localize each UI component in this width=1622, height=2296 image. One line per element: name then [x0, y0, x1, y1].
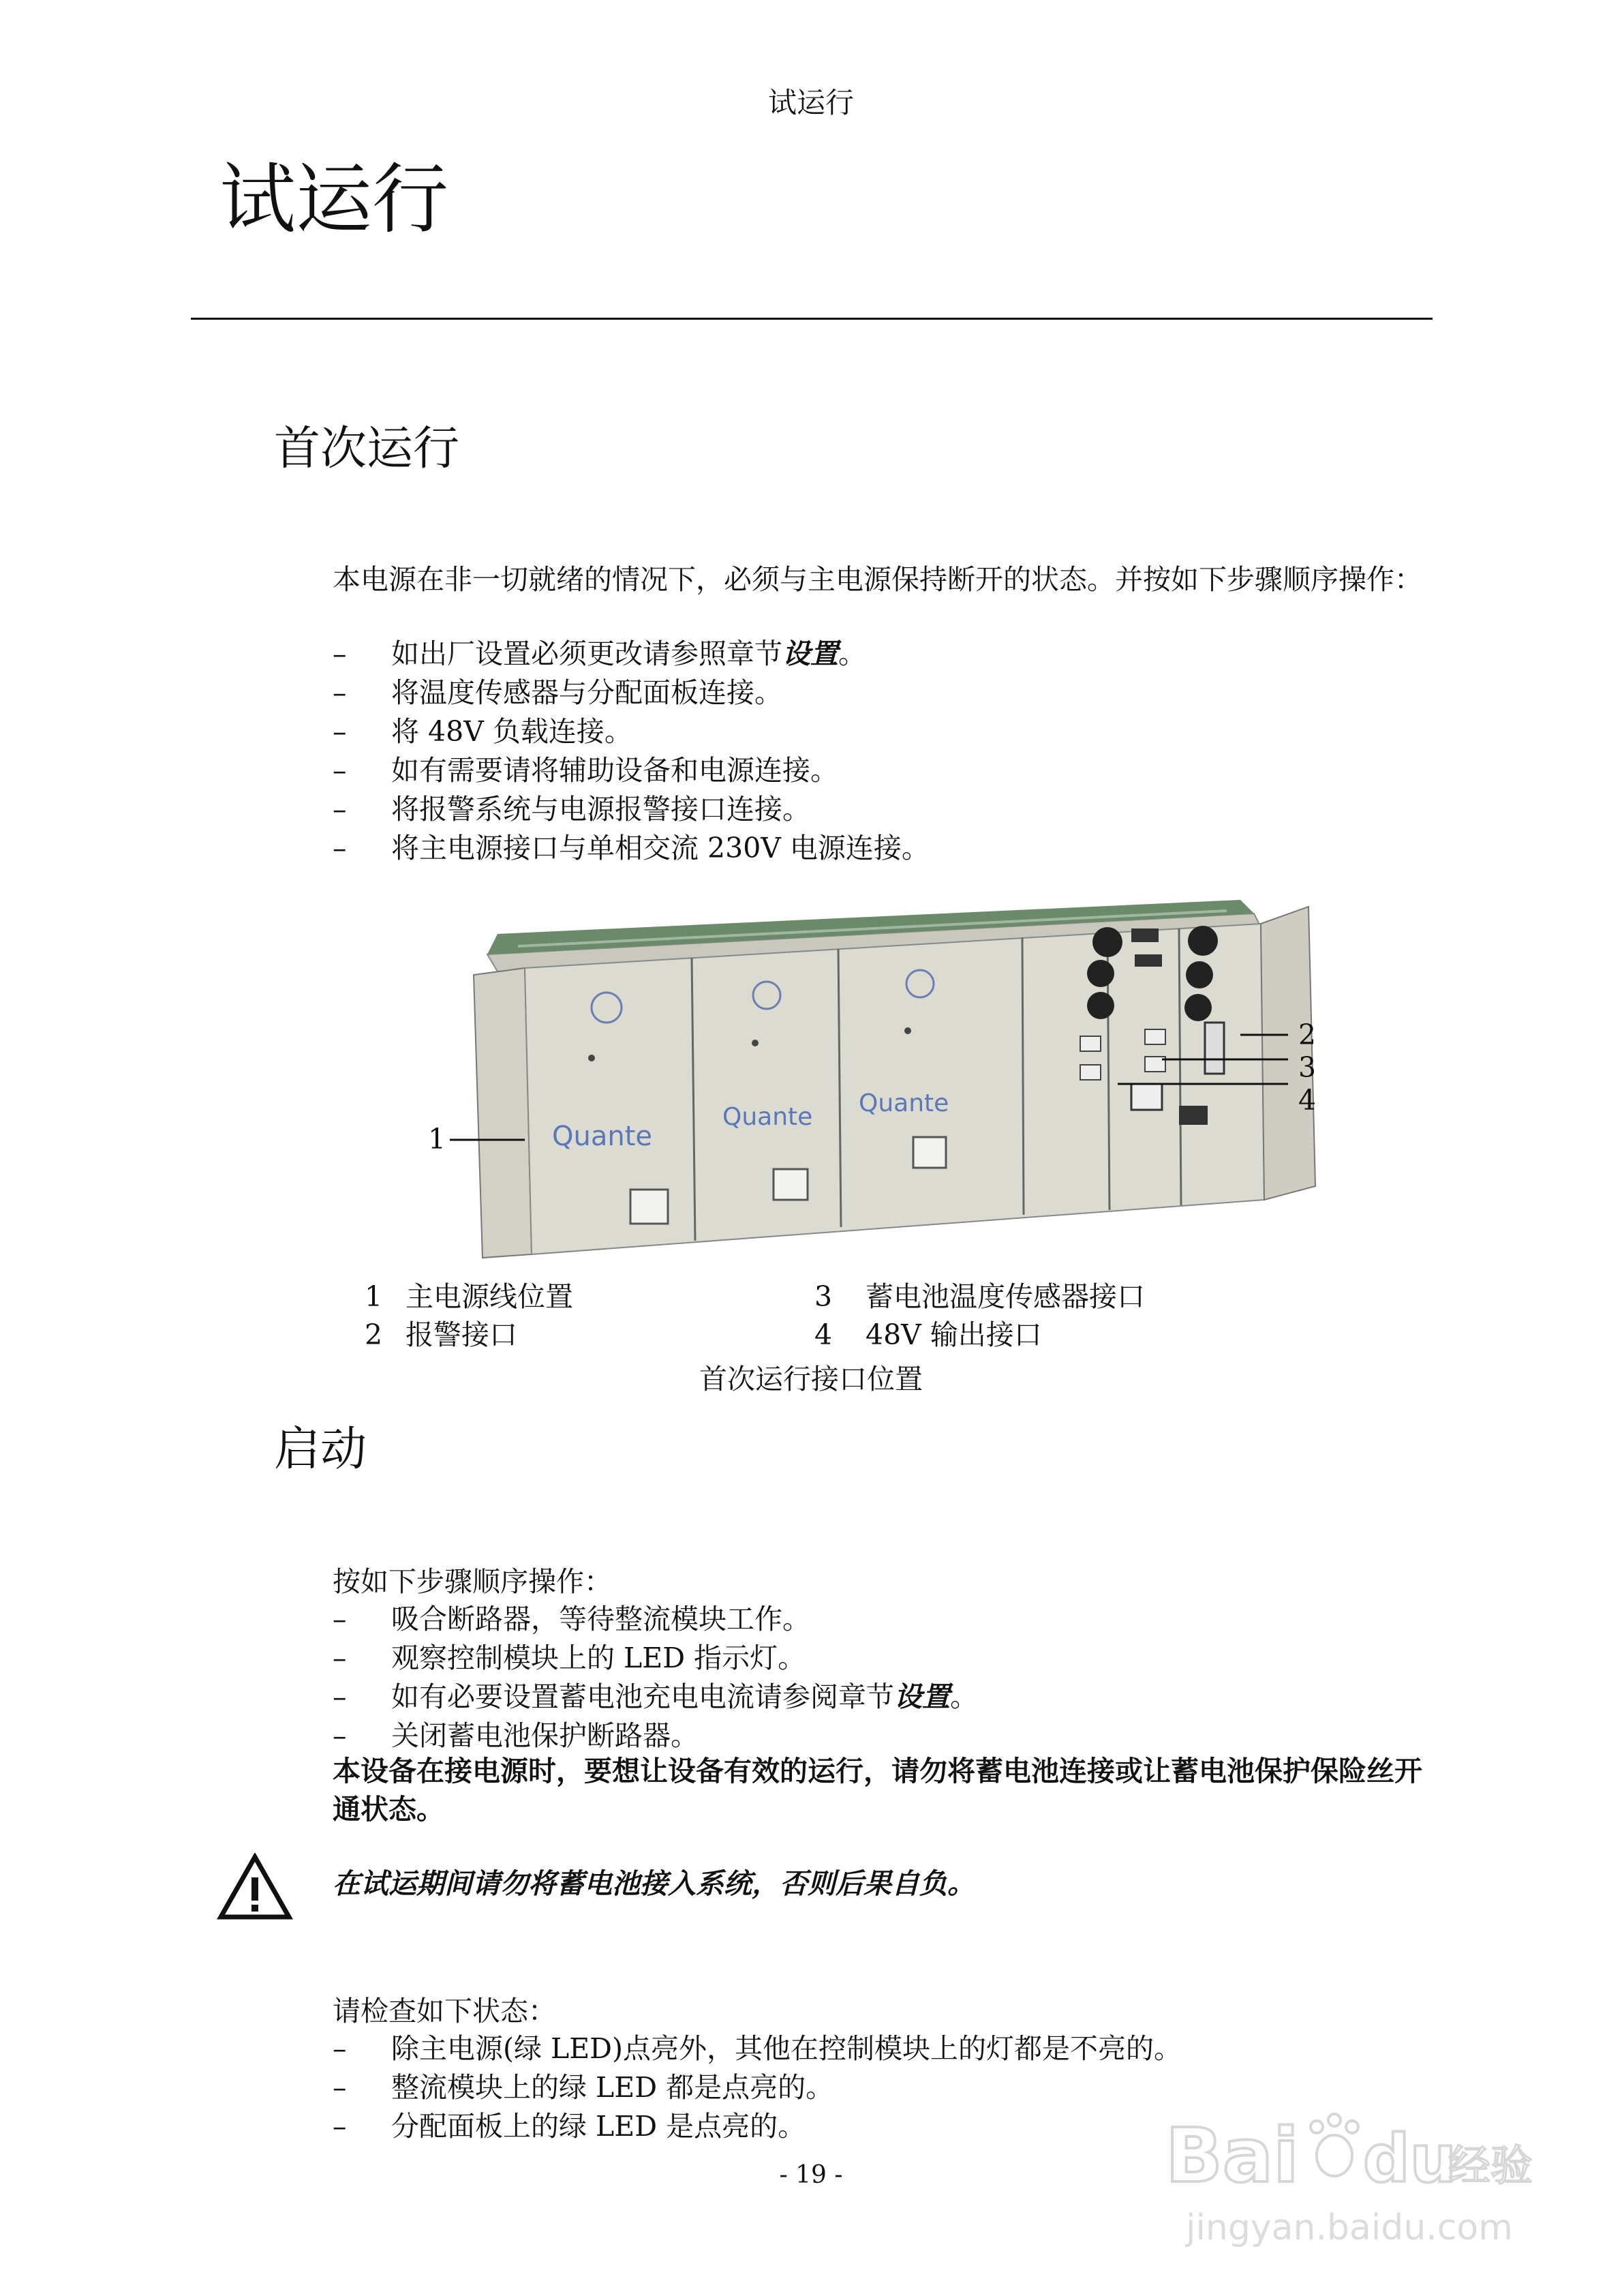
list-item-text: 将温度传感器与分配面板连接。: [391, 676, 782, 709]
watermark-url: jingyan.baidu.com: [1186, 2207, 1513, 2248]
list-item-text: 整流模块上的绿 LED 都是点亮的。: [391, 2071, 834, 2104]
startup-steps: [333, 1600, 1423, 1755]
list-item-text: 吸合断路器，等待整流模块工作。: [391, 1603, 810, 1635]
startup-intro: 按如下步骤顺序操作：: [333, 1565, 612, 1598]
list-item-text: 观察控制模块上的 LED 指示灯。: [391, 1642, 806, 1674]
legend-number: 4: [814, 1318, 833, 1351]
list-item-text: 将 48V 负载连接。: [391, 715, 632, 748]
legend-label: 报警接口: [406, 1318, 517, 1351]
list-marker: –: [333, 637, 347, 670]
list-item: [333, 1717, 1423, 1755]
callout-number: 1: [428, 1123, 446, 1155]
quante-label: Quante: [722, 1103, 813, 1131]
list-marker: –: [333, 832, 347, 864]
list-item: [333, 751, 1423, 790]
list-marker: –: [333, 2032, 347, 2065]
figure-caption: 首次运行接口位置: [699, 1363, 923, 1395]
legend-item: [814, 1316, 1042, 1354]
list-marker: –: [333, 1719, 347, 1752]
power-rack-photo: [423, 886, 1390, 1268]
first-run-steps: [333, 635, 1423, 868]
list-item-tail: 。: [950, 1680, 978, 1713]
list-marker: –: [333, 2110, 347, 2143]
quante-label: Quante: [552, 1121, 652, 1152]
list-item: [333, 2029, 1423, 2068]
list-marker: –: [333, 793, 347, 826]
list-item-text: 分配面板上的绿 LED 是点亮的。: [391, 2110, 806, 2143]
quante-label: Quante: [859, 1089, 949, 1117]
list-marker: –: [333, 1642, 347, 1674]
check-intro: 请检查如下状态：: [333, 1995, 556, 2027]
callout-number: 4: [1298, 1084, 1317, 1117]
list-item: [333, 829, 1423, 868]
section-reference-link: 设置: [782, 637, 838, 670]
callout-number: 3: [1298, 1051, 1317, 1084]
running-header: 试运行: [767, 86, 854, 119]
warning-triangle-icon: [217, 1853, 293, 1921]
list-item-text: 如有必要设置蓄电池充电电流请参阅章节: [391, 1680, 894, 1713]
list-marker: –: [333, 754, 347, 787]
list-item-text: 如出厂设置必须更改请参照章节: [391, 637, 782, 670]
legend-number: 2: [365, 1318, 383, 1351]
legend-item: [365, 1316, 517, 1354]
legend-item: [365, 1278, 573, 1316]
watermark-brand-2: du: [1363, 2121, 1457, 2197]
list-marker: –: [333, 2071, 347, 2104]
list-marker: –: [333, 1603, 347, 1635]
callout-number: 2: [1298, 1018, 1317, 1051]
first-run-intro: 本电源在非一切就绪的情况下，必须与主电源保持断开的状态。并按如下步骤顺序操作：: [333, 563, 1422, 596]
title-rule: [191, 318, 1433, 320]
watermark-brand-cn: 经验: [1448, 2141, 1533, 2190]
list-marker: –: [333, 1680, 347, 1713]
warning-text: 在试运期间请勿将蓄电池接入系统，否则后果自负。: [333, 1867, 975, 1900]
list-item: [333, 674, 1423, 712]
section-reference-link: 设置: [894, 1680, 950, 1713]
list-marker: –: [333, 676, 347, 709]
list-item-text: 除主电源(绿 LED)点亮外，其他在控制模块上的灯都是不亮的。: [391, 2032, 1182, 2065]
bold-note: 本设备在接电源时，要想让设备有效的运行，请勿将蓄电池连接或让蓄电池保护保险丝开通状态。: [333, 1755, 1422, 1826]
list-item-text: 将报警系统与电源报警接口连接。: [391, 793, 810, 826]
watermark-brand: Bai: [1165, 2112, 1299, 2199]
page-number: - 19 -: [779, 2161, 843, 2189]
legend-label: 蓄电池温度传感器接口: [866, 1280, 1145, 1313]
list-item: [333, 635, 1423, 674]
legend-number: 3: [814, 1280, 833, 1313]
list-item-tail: 。: [838, 637, 866, 670]
list-item: [333, 1639, 1423, 1678]
section-heading-first-run: 首次运行: [274, 422, 460, 476]
list-item: [333, 1600, 1423, 1639]
list-item: [333, 790, 1423, 829]
list-item-text: 将主电源接口与单相交流 230V 电源连接。: [391, 832, 930, 864]
section-heading-startup: 启动: [274, 1423, 367, 1477]
legend-item: [814, 1278, 1145, 1316]
list-item-text: 如有需要请将辅助设备和电源连接。: [391, 754, 838, 787]
list-item: [333, 712, 1423, 751]
list-item-text: 关闭蓄电池保护断路器。: [391, 1719, 699, 1752]
legend-number: 1: [365, 1280, 383, 1313]
legend-label: 48V 输出接口: [866, 1318, 1042, 1351]
list-item: [333, 1678, 1423, 1717]
legend-label: 主电源线位置: [406, 1280, 573, 1313]
list-marker: –: [333, 715, 347, 748]
page-title: 试运行: [219, 155, 448, 244]
